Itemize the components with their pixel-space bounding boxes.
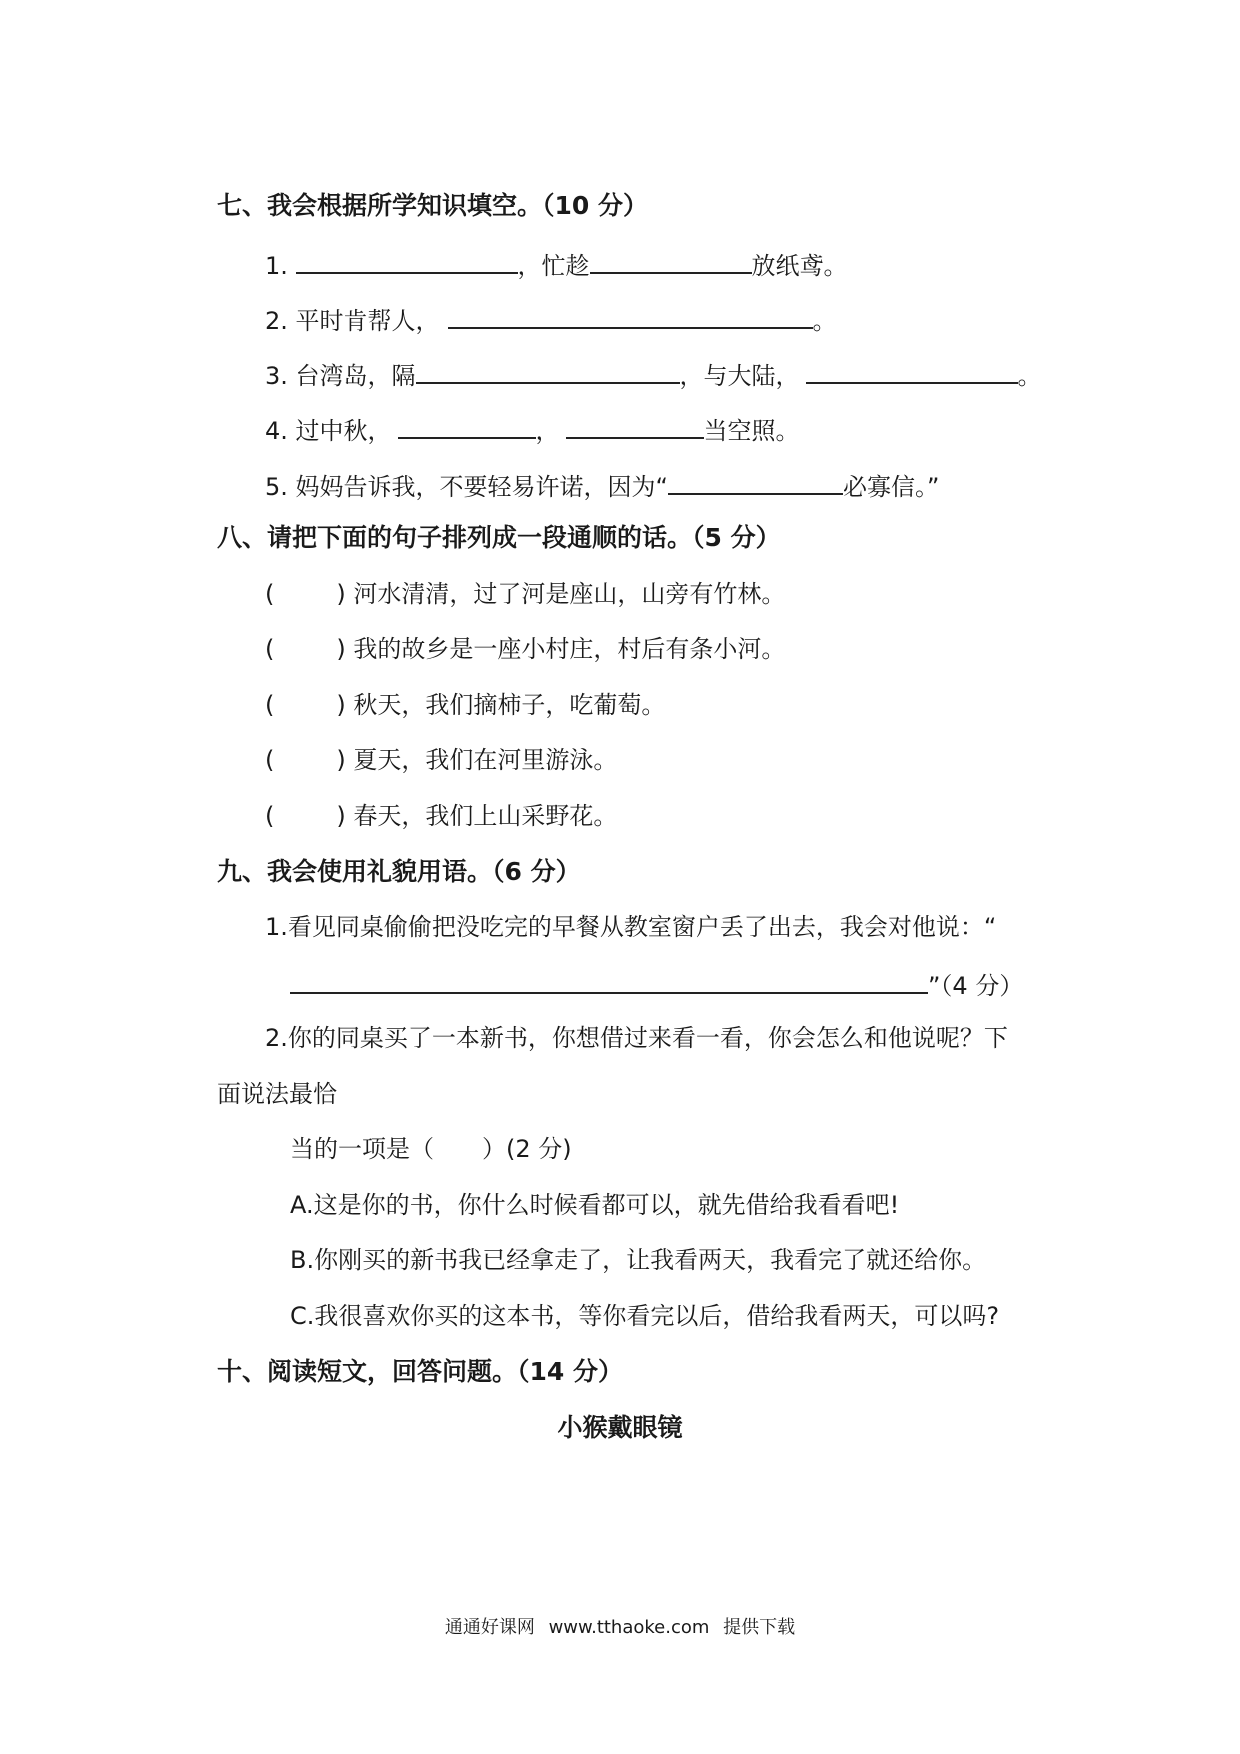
fill-blank[interactable] [590, 246, 752, 274]
s9-question-2-line3: 当的一项是（ ）(2 分) [290, 1135, 572, 1163]
s8-item-1: ( ) 河水清清，过了河是座山，山旁有竹林。 [265, 580, 786, 608]
story-title: 小猴戴眼镜 [557, 1413, 683, 1442]
s8-item-3: ( ) 秋天，我们摘柿子，吃葡萄。 [265, 691, 666, 719]
section7-heading: 七、我会根据所学知识填空。（10 分） [217, 191, 648, 220]
s9-question-2-line2: 面说法最恰 [217, 1080, 337, 1108]
s8-item-2: ( ) 我的故乡是一座小村庄，村后有条小河。 [265, 635, 786, 663]
fill-blank[interactable] [448, 301, 813, 329]
fill-blank[interactable] [416, 356, 680, 384]
s9-question-1-answer-line: ”（4 分） [290, 966, 1023, 1002]
fill-blank[interactable] [566, 411, 704, 439]
s7-question-3: 3. 台湾岛，隔 ，与大陆， 。 [265, 356, 1042, 392]
section8-heading: 八、请把下面的句子排列成一段通顺的话。（5 分） [217, 523, 781, 552]
fill-blank[interactable] [296, 246, 518, 274]
footer-url[interactable]: www.tthaoke.com [548, 1617, 710, 1638]
s9-question-1: 1.看见同桌偷偷把没吃完的早餐从教室窗户丢了出去，我会对他说：“ [265, 913, 997, 941]
section10-heading: 十、阅读短文，回答问题。（14 分） [217, 1357, 623, 1386]
s8-item-5: ( ) 春天，我们上山采野花。 [265, 802, 618, 830]
section9-heading: 九、我会使用礼貌用语。（6 分） [217, 857, 581, 886]
s8-item-4: ( ) 夏天，我们在河里游泳。 [265, 746, 618, 774]
s7-question-4: 4. 过中秋， ， 当空照。 [265, 411, 800, 447]
s9-option-b: B.你刚买的新书我已经拿走了，让我看两天，我看完了就还给你。 [290, 1246, 987, 1274]
answer-blank[interactable] [290, 966, 928, 994]
fill-blank[interactable] [668, 467, 843, 495]
s7-question-1: 1. ，忙趁 放纸鸢。 [265, 246, 848, 282]
s7-question-5: 5. 妈妈告诉我，不要轻易许诺，因为“ 必寡信。” [265, 467, 939, 503]
s9-option-c: C.我很喜欢你买的这本书，等你看完以后，借给我看两天，可以吗? [290, 1302, 1000, 1330]
s7-question-2: 2. 平时肯帮人， 。 [265, 301, 837, 337]
footer-site-name: 通通好课网 [444, 1617, 535, 1638]
footer [0, 1612, 1240, 1644]
fill-blank[interactable] [398, 411, 536, 439]
s9-option-a: A.这是你的书，你什么时候看都可以，就先借给我看看吧! [290, 1191, 900, 1219]
s9-question-2-line1: 2.你的同桌买了一本新书，你想借过来看一看，你会怎么和他说呢？下 [265, 1024, 1008, 1052]
fill-blank[interactable] [806, 356, 1018, 384]
footer-suffix: 提供下载 [723, 1617, 796, 1638]
